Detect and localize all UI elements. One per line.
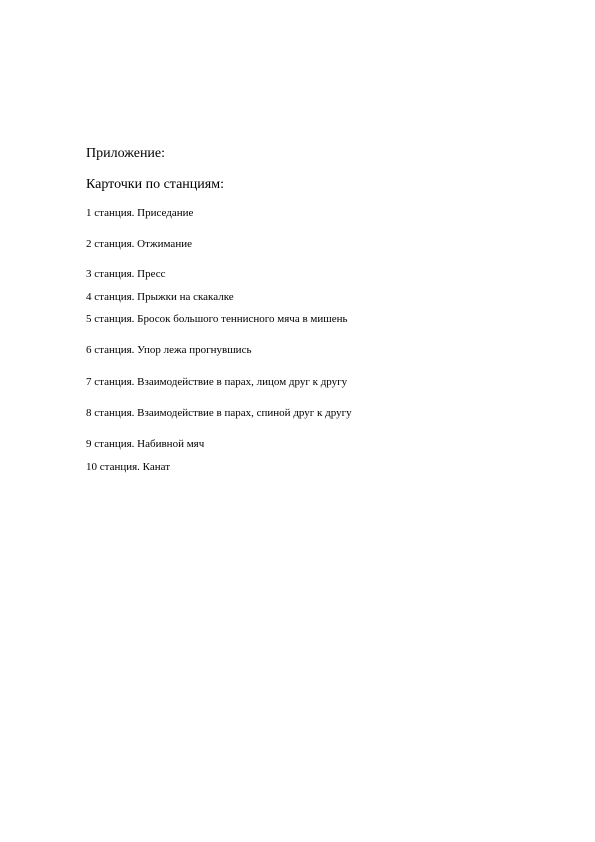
appendix-heading: Приложение: (86, 146, 166, 161)
station-item-1: 1 станция. Приседание (86, 207, 194, 219)
station-cards-heading: Карточки по станциям: (86, 177, 224, 192)
station-item-7: 7 станция. Взаимодействие в парах, лицом друг к другу (86, 376, 348, 388)
station-item-8: 8 станция. Взаимодействие в парах, спиной друг к другу (86, 407, 352, 419)
station-item-5: 5 станция. Бросок большого теннисного мяча в мишень (86, 313, 348, 325)
station-item-3: 3 станция. Пресс (86, 268, 166, 280)
station-item-9: 9 станция. Набивной мяч (86, 438, 205, 450)
station-item-4: 4 станция. Прыжки на скакалке (86, 291, 234, 303)
station-item-10: 10 станция. Канат (86, 461, 171, 473)
station-item-6: 6 станция. Упор лежа прогнувшись (86, 344, 252, 356)
station-item-2: 2 станция. Отжимание (86, 238, 192, 250)
